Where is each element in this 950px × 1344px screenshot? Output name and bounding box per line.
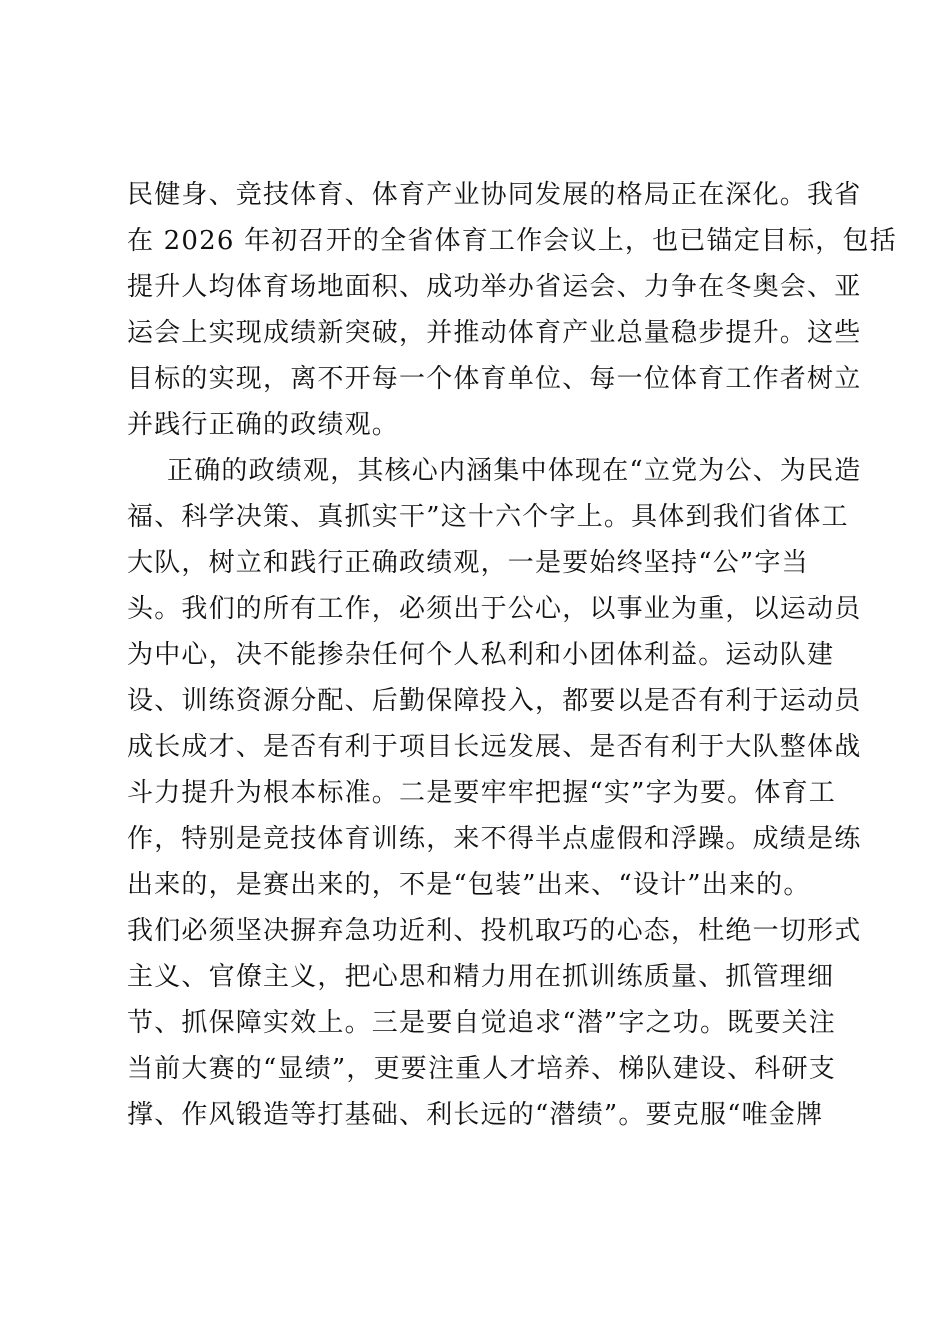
text-line: 节、抓保障实效上。三是要自觉追求“潜”字之功。既要关注 [127, 1008, 836, 1038]
text-line: 出来的，是赛出来的，不是“包装”出来、“设计”出来的。 [127, 870, 811, 900]
body-text [127, 172, 897, 1138]
text-line: 当前大赛的“显绩”，更要注重人才培养、梯队建设、科研支 [127, 1054, 836, 1084]
text-line: 头。我们的所有工作，必须出于公心，以事业为重，以运动员 [127, 594, 862, 624]
text-line: 作，特别是竞技体育训练，来不得半点虚假和浮躁。成绩是练 [127, 824, 862, 854]
text-line: 成长成才、是否有利于项目长远发展、是否有利于大队整体战 [127, 732, 862, 762]
text-line: 主义、官僚主义，把心思和精力用在抓训练质量、抓管理细 [127, 962, 835, 992]
text-line: 我们必须坚决摒弃急功近利、投机取巧的心态，杜绝一切形式 [127, 916, 862, 946]
text-line: 设、训练资源分配、后勤保障投入，都要以是否有利于运动员 [127, 686, 862, 716]
text-line: 目标的实现，离不开每一个体育单位、每一位体育工作者树立 [127, 364, 862, 394]
text-line: 福、科学决策、真抓实干”这十六个字上。具体到我们省体工 [127, 502, 849, 532]
text-line: 撑、作风锻造等打基础、利长远的“潜绩”。要克服“唯金牌 [127, 1100, 824, 1130]
paragraph-start-line: 正确的政绩观，其核心内涵集中体现在“立党为公、为民造 [167, 456, 862, 486]
text-line: 并践行正确的政绩观。 [127, 410, 400, 440]
text-line: 在 2026 年初召开的全省体育工作会议上，也已锚定目标，包括 [127, 226, 897, 256]
text-line: 提升人均体育场地面积、成功举办省运会、力争在冬奥会、亚 [127, 272, 862, 302]
text-line: 运会上实现成绩新突破，并推动体育产业总量稳步提升。这些 [127, 318, 862, 348]
text-line: 大队，树立和践行正确政绩观，一是要始终坚持“公”字当 [127, 548, 809, 578]
text-line: 斗力提升为根本标准。二是要牢牢把握“实”字为要。体育工 [127, 778, 836, 808]
text-line: 民健身、竞技体育、体育产业协同发展的格局正在深化。我省 [127, 180, 862, 210]
text-line: 为中心，决不能掺杂任何个人私利和小团体利益。运动队建 [127, 640, 835, 670]
